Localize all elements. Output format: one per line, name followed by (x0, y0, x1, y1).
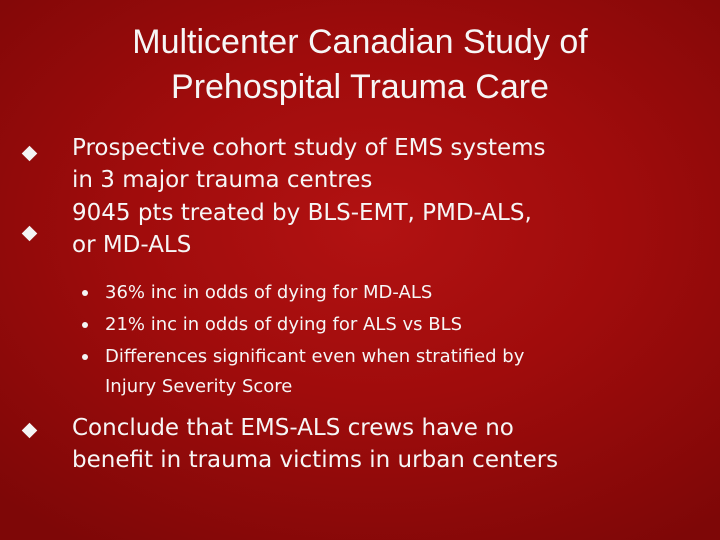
bullet-line: or MD-ALS (72, 232, 192, 258)
sub-bullet-line: 21% inc in odds of dying for ALS vs BLS (105, 314, 463, 335)
title-line-1: Multicenter Canadian Study of (132, 23, 588, 61)
diamond-bullet-icon (22, 226, 38, 242)
diamond-bullet-icon (22, 146, 38, 162)
sub-bullet-line: Differences significant even when stratified by (105, 346, 525, 367)
title-line-2: Prehospital Trauma Care (171, 68, 549, 106)
bullet-item (72, 132, 546, 196)
sub-bullet-item (105, 342, 524, 402)
slide-title (60, 20, 660, 110)
dot-bullet-icon (82, 354, 88, 360)
sub-bullet-item (105, 278, 432, 308)
sub-bullet-line: Injury Severity Score (105, 376, 293, 397)
dot-bullet-icon (82, 290, 88, 296)
bullet-item (72, 197, 532, 261)
sub-bullet-line: 36% inc in odds of dying for MD-ALS (105, 282, 433, 303)
bullet-line: Conclude that EMS-ALS crews have no (72, 415, 514, 441)
bullet-line: benefit in trauma victims in urban centers (72, 447, 559, 473)
bullet-line: in 3 major trauma centres (72, 167, 373, 193)
bullet-line: Prospective cohort study of EMS systems (72, 135, 546, 161)
bullet-item (72, 412, 558, 476)
dot-bullet-icon (82, 322, 88, 328)
sub-bullet-item (105, 310, 462, 340)
bullet-line: 9045 pts treated by BLS-EMT, PMD-ALS, (72, 200, 532, 226)
diamond-bullet-icon (22, 423, 38, 439)
